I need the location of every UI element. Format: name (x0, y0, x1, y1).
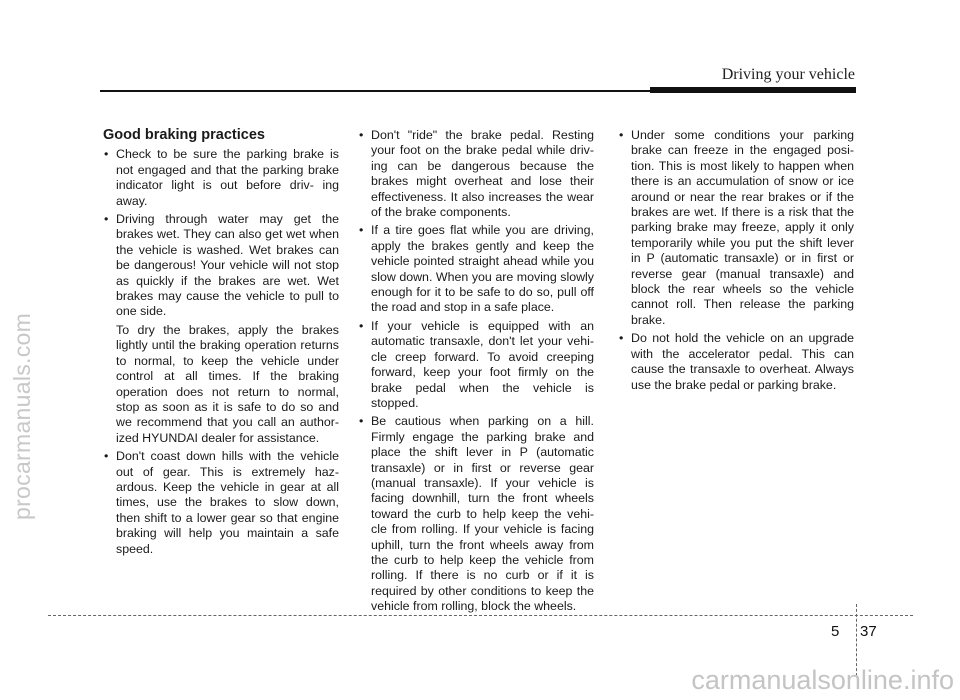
page-number: 37 (860, 623, 877, 640)
list-item: • Do not hold the vehicle on an upgrade with the accelerator pedal. This can cause the transaxle to overheat. Always use the brake pedal or parking brake. (618, 331, 854, 393)
side-watermark: procarmanuals.com (9, 312, 35, 520)
list-item: • Don't "ride" the brake pedal. Resting your foot on the brake pedal while driv- ing can be dangerous because the brakes might overheat and lose their effectiveness. It also increases the wear of the brake components. (358, 128, 594, 220)
continuation-paragraph: To dry the brakes, apply the brakes lightly until the braking operation returns to normal, to keep the vehicle under control at all times. If the braking operation does not return to normal, stop as soon as it is safe to do so and we recommend that you call an author- ized HYUNDAI dealer for assistance. (116, 322, 339, 445)
list-item: • Under some conditions your parking brake can freeze in the engaged posi- tion. This is most likely to happen when there is an accumulation of snow or ice around or near the rear brakes or if the brakes are wet. If there is a risk that the parking brake may freeze, apply it only temporarily while you put the shift lever in P (automatic transaxle) or in first or reverse gear (manual transaxle) and block the rear wheels so the vehicle cannot roll. Then release the parking brake. (618, 128, 854, 328)
list-item: • Check to be sure the parking brake is not engaged and that the parking brake indicator light is out before driv- ing away. (103, 147, 339, 209)
list-item: • Be cautious when parking on a hill. Firmly engage the parking brake and place the shift lever in P (automatic transaxle) or in first or reverse gear (manual transaxle). If your vehicle is facing downhill, turn the front wheels toward the curb to help keep the vehi- cle from rolling. If your vehicle is facing uphill, turn the front wheels away from the curb to help keep the vehicle from rolling. If there is no curb or if it is required by other conditions to keep the vehicle from rolling, block the wheels. (358, 414, 594, 614)
bottom-watermark: carmanualsonline.info (691, 665, 954, 695)
list-item: • If your vehicle is equipped with an automatic transaxle, don't let your vehi- cle creep forward. To avoid creeping forward, keep your foot firmly on the brake pedal when the vehicle is stopped. (358, 319, 594, 411)
header-accent-bar (650, 87, 856, 93)
list-item: • Driving through water may get the brakes wet. They can also get wet when the vehicle is washed. Wet brakes can be dangerous! Your vehicle will not stop as quickly if the brakes are wet. Wet brakes may cause the vehicle to pull to one side. (103, 212, 339, 320)
content-column-1 (103, 128, 339, 560)
chapter-number: 5 (831, 623, 840, 640)
section-title: Driving your vehicle (721, 66, 855, 83)
list-item: • If a tire goes flat while you are driving, apply the brakes gently and keep the vehicle pointed straight ahead while you slow down. When you are moving slowly enough for it to be safe to do so, pull off the road and stop in a safe place. (358, 223, 594, 315)
content-column-2 (358, 128, 594, 618)
page-heading: Good braking practices (103, 127, 265, 143)
content-column-3 (618, 128, 854, 396)
footer-rule (48, 615, 913, 616)
list-item: • Don't coast down hills with the vehicle out of gear. This is extremely haz- ardous. Keep the vehicle in gear at all times, use the brakes to slow down, then shift to a lower gear so that engine braking will help you maintain a safe speed. (103, 449, 339, 557)
